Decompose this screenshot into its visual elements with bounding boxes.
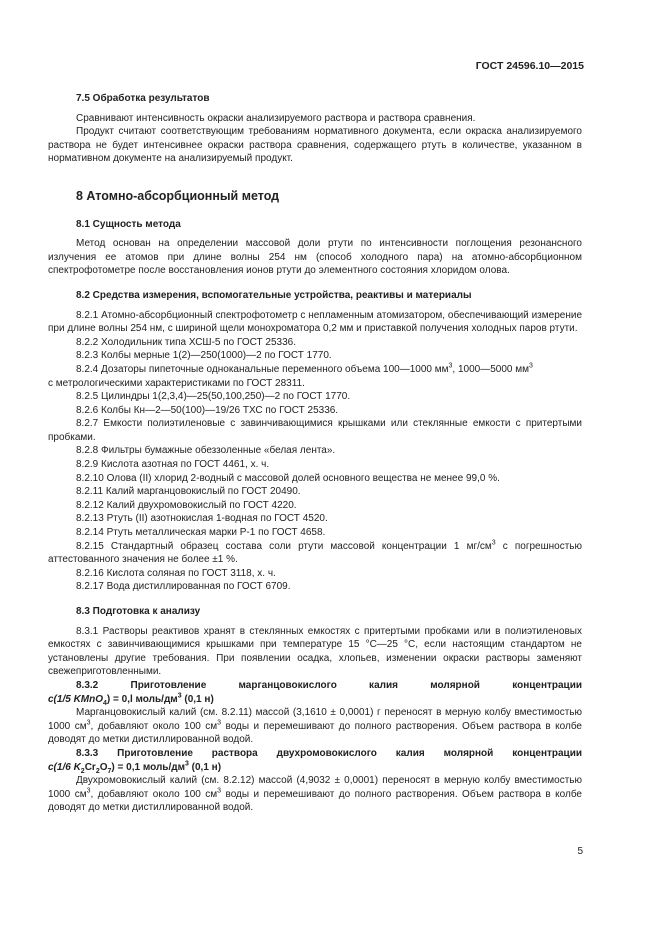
section-8-2-heading: 8.2 Средства измерения, вспомогательные устройства, реактивы и материалы (76, 289, 472, 301)
list-item: 8.2.4 Дозаторы пипеточные одноканальные переменного объема 100—1000 $мм^3$, 1000—5000 $мм^3$ (76, 362, 533, 375)
page-number: 5 (577, 846, 583, 857)
section-8-3-heading: 8.3 Подготовка к анализу (76, 606, 201, 617)
list-item: 8.2.10 Олова (II) хлорид 2-водный с массовой долей основного вещества не менее 99,0 %. (76, 472, 500, 484)
list-item: 8.2.16 Кислота соляная по ГОСТ 3118, х. ч. (76, 567, 276, 579)
list-item: 8.2.3 Колбы мерные 1(2)—250(1000)—2 по ГОСТ 1770. (76, 350, 332, 362)
list-item: 8.2.13 Ртуть (II) азотнокислая 1-водная по ГОСТ 4520. (76, 513, 328, 525)
subsection-8-3-2-title: 8.3.2 Приготовление марганцовокислого калия молярной концентрации (76, 679, 582, 691)
list-item: 8.2.8 Фильтры бумажные обеззоленные «белая лента». (76, 445, 336, 457)
section-8-1-heading: 8.1 Сущность метода (76, 218, 181, 230)
section-8-heading: 8 Атомно-абсорбционный метод (76, 188, 280, 203)
document-code: ГОСТ 24596.10—2015 (475, 60, 584, 72)
formula-kmno4: c(1/5 KMnO$_4$) = 0,l моль/$дм^3$ (0,1 н) (48, 692, 214, 707)
list-item: 8.2.5 Цилиндры 1(2,3,4)—25(50,100,250)—2 по ГОСТ 1770. (76, 391, 351, 403)
paragraph: Метод основан на определении массовой доли ртути по интенсивности поглощения резонансного излучения ее атомов при длине волны 254 нм (способ холодного пара) на атомно-абсорбционном спектрофотометре после восстановления ионов ртути до элементного состояния хлоридом олова. (48, 238, 582, 277)
list-item: 8.2.2 Холодильник типа ХСШ-5 по ГОСТ 25336. (76, 336, 296, 348)
paragraph: 8.3.1 Растворы реактивов хранят в стеклянных емкостях с притертыми пробками или в полиэтиленовых емкостях с завинчивающимися крышками при температуре 15 °С—25 °С, если настоящим стандартом не установлены другие требования. При появлении осадка, хлопьев, изменении окраски растворы заменяют свежеприготовленными. (48, 625, 582, 678)
list-item-continuation: с метрологическими характеристиками по ГОСТ 28311. (48, 377, 305, 389)
list-item: 8.2.14 Ртуть металлическая марки Р-1 по ГОСТ 4658. (76, 527, 326, 539)
list-item: 8.2.15 Стандартный образец состава соли ртути массовой концентрации 1 $мг/см^3$ с погрешностью аттестованного значения не более ±1 %. (48, 539, 582, 566)
list-item: 8.2.6 Колбы Кн—2—50(100)—19/26 ТХС по ГОСТ 25336. (76, 404, 339, 416)
list-item: 8.2.9 Кислота азотная по ГОСТ 4461, х. ч. (76, 459, 270, 471)
list-item: 8.2.1 Атомно-абсорбционный спектрофотометр с непламенным атомизатором, обеспечивающий измерение при длине волны 254 нм, с шириной щели монохроматора 0,2 мм и приставкой получения холодных паров ртути. (48, 309, 582, 335)
paragraph: Сравнивают интенсивность окраски анализируемого раствора и раствора сравнения. (76, 112, 476, 124)
paragraph: Марганцовокислый калий (см. 8.2.11) массой (3,1610 ± 0,0001) г переносят в мерную колбу вместимостью 1000 $см^3$, добавляют около 100 $см^3$ воды и перемешивают до полного растворения. Объем раствора в колбе доводят до метки дистиллированной водой. (48, 707, 582, 746)
list-item: 8.2.7 Емкости полиэтиленовые с завинчивающимися крышками или стеклянные емкости с притертыми пробками. (48, 418, 582, 443)
section-7-5-heading: 7.5 Обработка результатов (76, 93, 210, 104)
subsection-8-3-3-title: 8.3.3 Приготовление раствора двухромовокислого калия молярной концентрации (76, 747, 582, 759)
list-item: 8.2.12 Калий двухромовокислый по ГОСТ 4220. (76, 499, 297, 511)
list-item: 8.2.17 Вода дистиллированная по ГОСТ 6709. (76, 581, 291, 593)
paragraph: Двухромовокислый калий (см. 8.2.12) массой (4,9032 ± 0,0001) переносят в мерную колбу вместимостью 1000 $см^3$, добавляют около 100 $см^3$ воды и перемешивают до полного растворения. Объем раствора в колбе доводят до метки дистиллированной водой. (48, 775, 582, 814)
paragraph: Продукт считают соответствующим требованиям нормативного документа, если окраска анализируемого раствора не будет интенсивнее окраски раствора сравнения, содержащего ртуть в количестве, указанном в нормативном документе на анализируемый продукт. (48, 126, 582, 165)
list-item: 8.2.11 Калий марганцовокислый по ГОСТ 20490. (76, 486, 301, 498)
formula-k2cr2o7: c(1/6 $K_2Cr_2O_7) = 0,1$ моль/$дм^3$ (0,1 н) (48, 760, 222, 775)
document-body (48, 92, 582, 815)
